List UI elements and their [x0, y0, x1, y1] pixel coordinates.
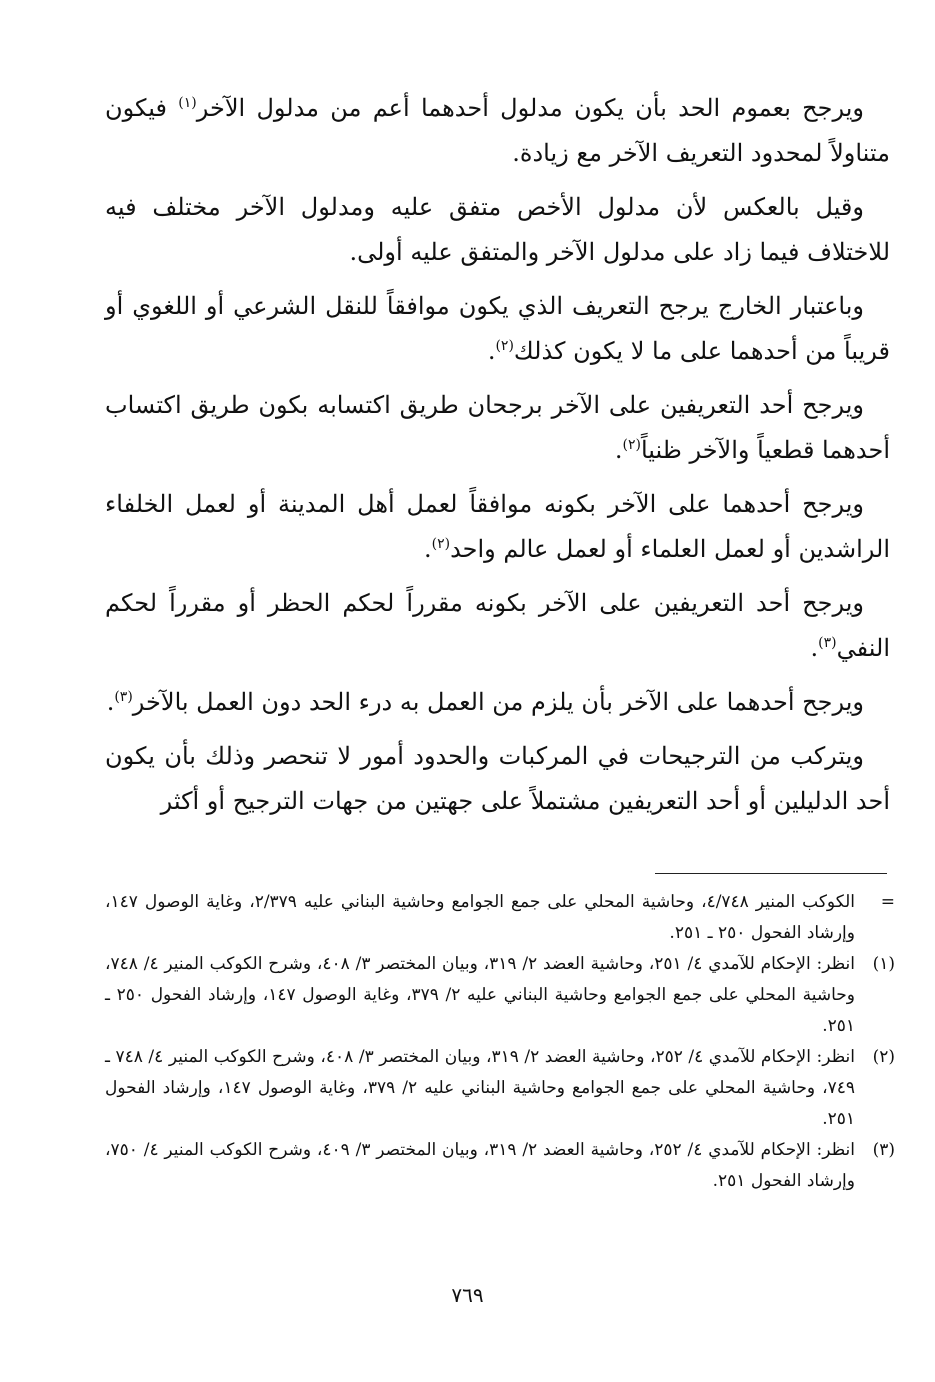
footnote — [105, 1042, 895, 1135]
main-text — [105, 86, 890, 833]
page-number: ٧٦٩ — [451, 1283, 484, 1307]
footnote-reference: (٢) — [495, 338, 514, 354]
paragraph — [105, 482, 890, 572]
footnote — [105, 1135, 895, 1197]
footnote — [105, 949, 895, 1042]
paragraph-text: وباعتبار الخارج يرجح التعريف الذي يكون موافقاً للنقل الشرعي أو اللغوي أو قريباً من أحدهما على ما لا يكون كذلك — [105, 292, 890, 365]
paragraph — [105, 185, 890, 275]
paragraph-text: وقيل بالعكس لأن مدلول الأخص متفق عليه ومدلول الآخر مختلف فيه للاختلاف فيما زاد على مدلول الآخر والمتفق عليه أولى. — [105, 193, 890, 266]
footnote-reference: (٣) — [818, 635, 837, 651]
paragraph — [105, 734, 890, 824]
footnote — [105, 887, 895, 949]
footnote-separator — [655, 873, 887, 874]
footnote-text: انظر: الإحكام للآمدي ٤/ ٢٥٢، وحاشية العضد ٢/ ٣١٩، وبيان المختصر ٣/ ٤٠٨، وشرح الكوكب المنير ٤/ ٧٤٨ ـ ٧٤٩، وحاشية المحلي على جمع الجوامع وحاشية البناني عليه ٢/ ٣٧٩، وغاية الوصول ١٤٧، وإرشاد الفحول ٢٥١. — [105, 1047, 856, 1129]
paragraph — [105, 680, 890, 725]
paragraph — [105, 86, 890, 176]
paragraph-text-end: فيكون متناولاً لمحدود التعريف الآخر مع زيادة. — [105, 94, 890, 167]
footnote-text: انظر: الإحكام للآمدي ٤/ ٢٥٢، وحاشية العضد ٢/ ٣١٩، وبيان المختصر ٣/ ٤٠٩، وشرح الكوكب المنير ٤/ ٧٥٠، وإرشاد الفحول ٢٥١. — [105, 1140, 855, 1191]
paragraph — [105, 284, 890, 374]
paragraph-text: ويرجح أحد التعريفين على الآخر بكونه مقرراً لحكم الحظر أو مقرراً لحكم النفي — [105, 589, 890, 662]
paragraph-text: ويرجح بعموم الحد بأن يكون مدلول أحدهما أعم من مدلول الآخر — [196, 94, 864, 122]
paragraph-text: ويرجح أحدهما على الآخر بكونه موافقاً لعمل أهل المدينة أو لعمل الخلفاء الراشدين أو لعمل العلماء أو لعمل عالم واحد — [105, 490, 890, 563]
paragraph-text-end: . — [487, 337, 496, 365]
footnote-reference: (٢) — [431, 536, 451, 552]
footnote-reference: (٣) — [114, 689, 133, 705]
paragraph-text: ويرجح أحدهما على الآخر بأن يلزم من العمل به درء الحد دون العمل بالآخر — [132, 688, 864, 716]
footnote-marker: (١) — [872, 954, 895, 974]
footnote-reference: (١) — [178, 95, 197, 111]
paragraph — [105, 581, 890, 671]
footnote-text: انظر: الإحكام للآمدي ٤/ ٢٥١، وحاشية العضد ٢/ ٣١٩، وبيان المختصر ٣/ ٤٠٨، وشرح الكوكب المنير ٤/ ٧٤٨، وحاشية المحلي على جمع الجوامع وحاشية البناني عليه ٢/ ٣٧٩، وغاية الوصول ١٤٧، وإرشاد الفحول ٢٥٠ ـ ٢٥١. — [105, 954, 856, 1036]
paragraph-text-end: . — [614, 436, 623, 464]
paragraph-text-end: . — [423, 535, 432, 563]
paragraph-text: ويتركب من الترجيحات في المركبات والحدود أمور لا تنحصر وذلك بأن يكون أحد الدليلين أو أحد التعريفين مشتملاً على جهتين من جهات الترجيح أو أكثر — [105, 742, 890, 815]
footnote-marker: (٢) — [872, 1047, 895, 1067]
paragraph-text-end: . — [810, 634, 819, 662]
paragraph — [105, 383, 890, 473]
footnote-reference: (٢) — [622, 437, 641, 453]
footnote-marker: = — [880, 892, 895, 912]
paragraph-text: ويرجح أحد التعريفين على الآخر برجحان طريق اكتسابه بكون طريق اكتساب أحدهما قطعياً والآخر ظنياً — [105, 391, 890, 464]
paragraph-text-end: . — [106, 688, 115, 716]
footnote-text: الكوكب المنير ٤/٧٤٨، وحاشية المحلي على جمع الجوامع وحاشية البناني عليه ٢/٣٧٩، وغاية الوصول ١٤٧، وإرشاد الفحول ٢٥٠ ـ ٢٥١. — [105, 892, 855, 943]
footnote-marker: (٣) — [872, 1140, 895, 1160]
footnotes — [105, 887, 895, 1197]
